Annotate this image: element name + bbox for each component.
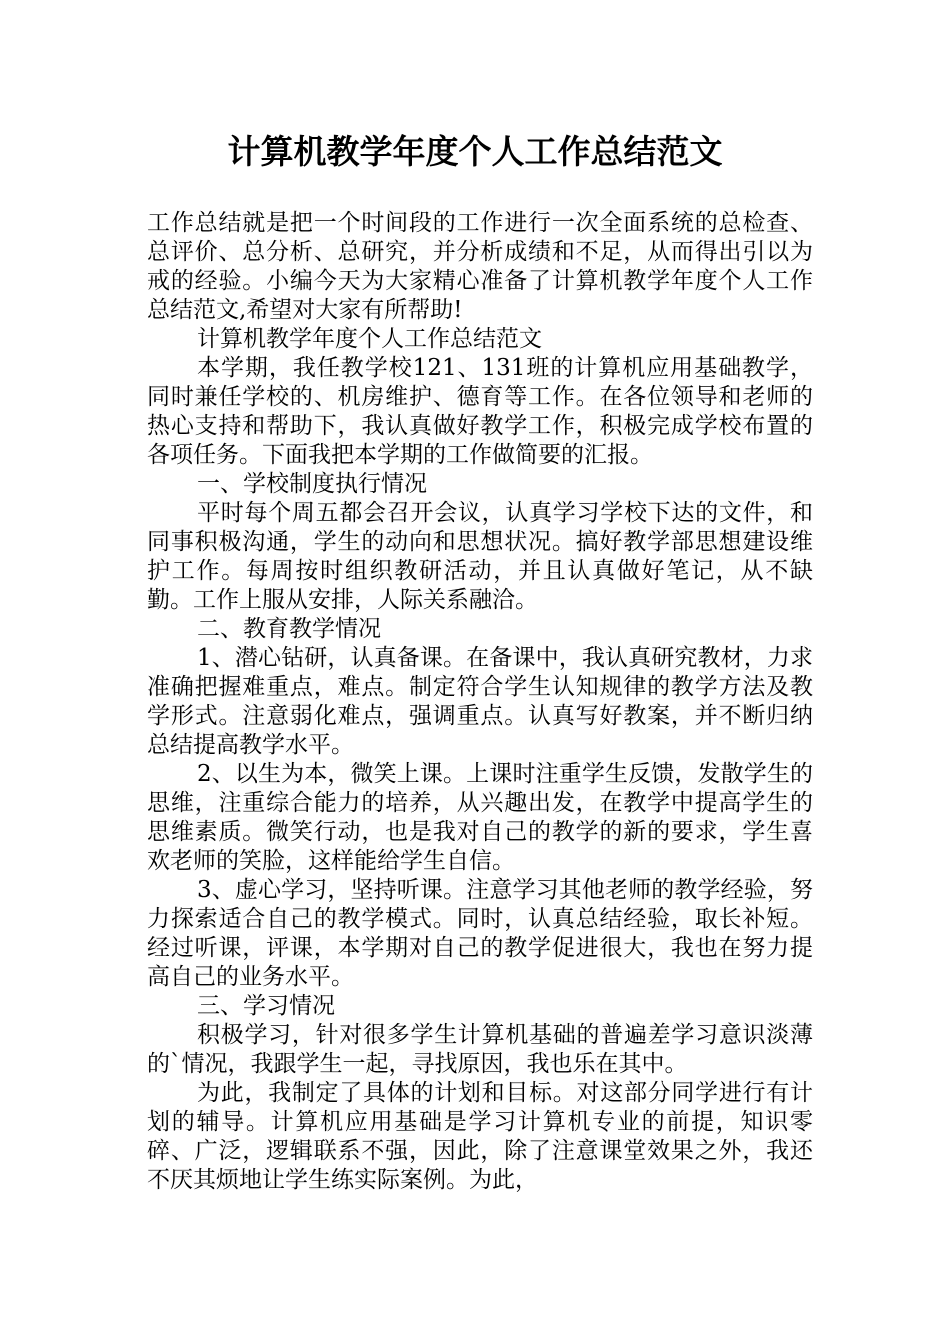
paragraph: 2、以生为本，微笑上课。上课时注重学生反馈，发散学生的思维，注重综合能力的培养，从兴趣出发，在教学中提高学生的思维素质。微笑行动，也是我对自己的教学的新的要求，学生喜欢老师的笑脸，这样能给学生自信。: [147, 761, 813, 874]
document-title: 计算机教学年度个人工作总结范文: [227, 132, 723, 171]
paragraph: 为此，我制定了具体的计划和目标。对这部分同学进行有计划的辅导。计算机应用基础是学习计算机专业的前提，知识零碎、广泛，逻辑联系不强，因此，除了注意课堂效果之外，我还不厌其烦地让学生练实际案例。为此，: [147, 1080, 813, 1193]
document-body: [147, 209, 813, 1195]
paragraph-intro: 工作总结就是把一个时间段的工作进行一次全面系统的总检查、总评价、总分析、总研究，并分析成绩和不足，从而得出引以为戒的经验。小编今天为大家精心准备了计算机教学年度个人工作总结范文,希望对大家有所帮助!: [147, 210, 813, 323]
paragraph-subtitle: 计算机教学年度个人工作总结范文: [197, 326, 542, 352]
paragraph: 1、潜心钻研，认真备课。在备课中，我认真研究教材，力求准确把握难重点，难点。制定符合学生认知规律的教学方法及教学形式。注意弱化难点，强调重点。认真写好教案，并不断归纳总结提高教学水平。: [147, 645, 813, 758]
paragraph: 平时每个周五都会召开会议，认真学习学校下达的文件，和同事积极沟通，学生的动向和思想状况。搞好教学部思想建设维护工作。每周按时组织教研活动，并且认真做好笔记，从不缺勤。工作上服从安排，人际关系融洽。: [147, 500, 813, 613]
section-heading: 二、教育教学情况: [197, 616, 381, 642]
paragraph: 本学期，我任教学校121、131班的计算机应用基础教学，同时兼任学校的、机房维护、德育等工作。在各位领导和老师的热心支持和帮助下，我认真做好教学工作，积极完成学校布置的各项任务。下面我把本学期的工作做简要的汇报。: [147, 355, 813, 468]
paragraph: 3、虚心学习，坚持听课。注意学习其他老师的教学经验，努力探索适合自己的教学模式。同时，认真总结经验，取长补短。经过听课，评课，本学期对自己的教学促进很大，我也在努力提高自己的业务水平。: [147, 877, 813, 990]
section-heading: 一、学校制度执行情况: [197, 471, 427, 497]
paragraph: 积极学习，针对很多学生计算机基础的普遍差学习意识淡薄的`情况，我跟学生一起，寻找原因，我也乐在其中。: [147, 1022, 813, 1077]
section-heading: 三、学习情况: [197, 993, 335, 1019]
